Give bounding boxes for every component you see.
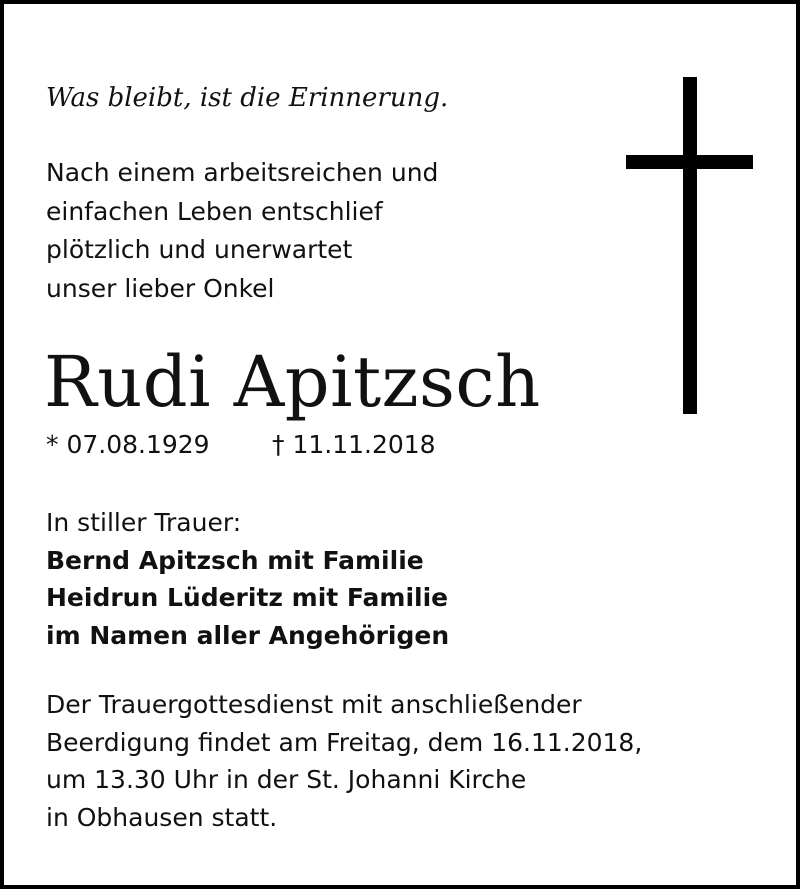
mourner-line: im Namen aller Angehörigen bbox=[46, 621, 450, 651]
mourner-line: Bernd Apitzsch mit Familie bbox=[46, 545, 424, 575]
deceased-name: Rudi Apitzsch bbox=[44, 341, 541, 423]
intro-line: einfachen Leben entschlief bbox=[46, 196, 383, 226]
service-line: um 13.30 Uhr in der St. Johanni Kirche bbox=[46, 765, 527, 795]
service-info bbox=[46, 686, 642, 837]
cross-vertical-bar bbox=[683, 77, 697, 414]
birth-date: * 07.08.1929 bbox=[46, 430, 210, 459]
intro-line: plötzlich und unerwartet bbox=[46, 235, 353, 264]
intro-line: Nach einem arbeitsreichen und bbox=[46, 158, 439, 187]
service-line: in Obhausen statt. bbox=[46, 803, 278, 833]
mourning-intro: In stiller Trauer: bbox=[46, 508, 242, 537]
intro-line: unser lieber Onkel bbox=[46, 273, 275, 303]
service-line: Der Trauergottesdienst mit anschließender bbox=[46, 690, 582, 719]
death-date: † 11.11.2018 bbox=[272, 430, 436, 459]
mourner-line: Heidrun Lüderitz mit Familie bbox=[46, 583, 449, 613]
service-line: Beerdigung findet am Freitag, dem 16.11.2018, bbox=[46, 727, 643, 757]
cross-horizontal-bar bbox=[626, 155, 753, 169]
motto: Was bleibt, ist die Erinnerung. bbox=[46, 83, 449, 113]
mourners-block bbox=[46, 504, 449, 655]
intro-text bbox=[46, 154, 438, 308]
